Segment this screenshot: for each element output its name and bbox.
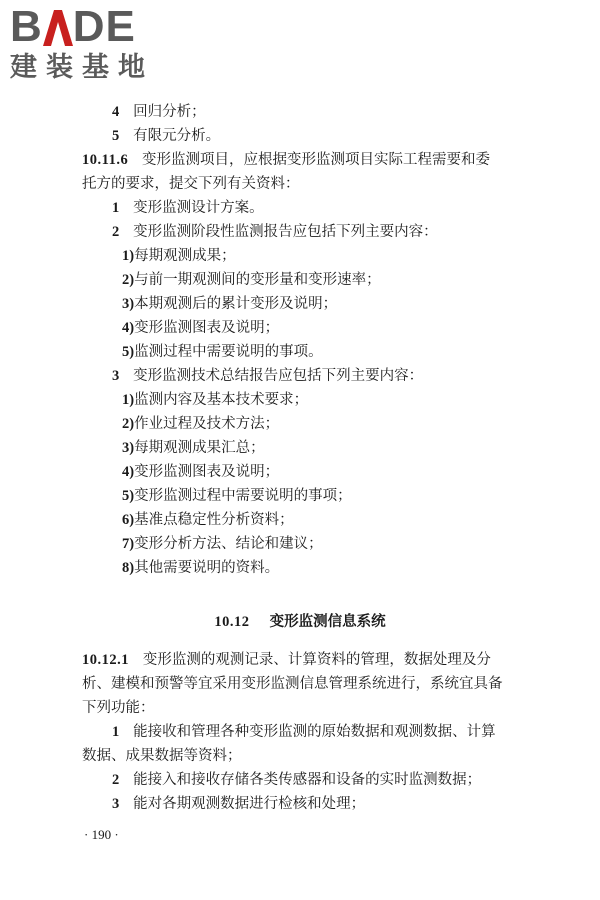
sub-list-item: 7)变形分析方法、结论和建议； (122, 536, 323, 552)
section-heading: 10.12 变形监测信息系统 (214, 613, 386, 630)
bade-logo (10, 4, 180, 88)
sub-list-item: 3)每期观测成果汇总； (122, 440, 265, 456)
clause-10-11-6: 10.11.6 变形监测项目，应根据变形监测项目实际工程需要和委 (82, 152, 491, 168)
logo-wordmark (10, 4, 180, 50)
sub-list-item: 4)变形监测图表及说明； (122, 320, 280, 336)
list-item: 3 变形监测技术总结报告应包括下列主要内容： (112, 368, 424, 384)
page-number: · 190 · (84, 827, 119, 842)
sub-list-item: 2)作业过程及技术方法； (122, 416, 280, 432)
sub-list-item: 3)本期观测后的累计变形及说明； (122, 296, 338, 312)
sub-list-item: 1)监测内容及基本技术要求； (122, 392, 309, 408)
logo-letter-b: B (10, 2, 43, 51)
list-item: 5 有限元分析。 (112, 128, 221, 144)
sub-list-item: 1)每期观测成果； (122, 248, 236, 264)
clause-10-12-1: 10.12.1 变形监测的观测记录、计算资料的管理，数据处理及分 (82, 652, 491, 668)
logo-a-glyph-icon (43, 10, 73, 46)
logo-letters-de: DE (72, 2, 136, 51)
sub-list-item: 8)其他需要说明的资料。 (122, 560, 280, 576)
list-item: 1 能接收和管理各种变形监测的原始数据和观测数据、计算 (112, 724, 496, 740)
list-item: 2 能接入和接收存储各类传感器和设备的实时监测数据； (112, 772, 482, 788)
logo-chinese-text: 建装基地 (10, 52, 154, 83)
paragraph-line: 数据、成果数据等资料； (82, 748, 242, 764)
paragraph-line: 析、建模和预警等宜采用变形监测信息管理系统进行，系统宜具备 (82, 676, 503, 692)
sub-list-item: 5)变形监测过程中需要说明的事项； (122, 488, 352, 504)
list-item: 4 回归分析； (112, 104, 206, 120)
list-item: 3 能对各期观测数据进行检核和处理； (112, 796, 366, 812)
sub-list-item: 4)变形监测图表及说明； (122, 464, 280, 480)
sub-list-item: 5)监测过程中需要说明的事项。 (122, 344, 323, 360)
sub-list-item: 6)基准点稳定性分析资料； (122, 512, 294, 528)
list-item: 2 变形监测阶段性监测报告应包括下列主要内容： (112, 224, 438, 240)
list-item: 1 变形监测设计方案。 (112, 200, 264, 216)
sub-list-item: 2)与前一期观测间的变形量和变形速率； (122, 272, 381, 288)
paragraph-line: 托方的要求，提交下列有关资料： (82, 176, 300, 192)
paragraph-line: 下列功能： (82, 700, 155, 716)
